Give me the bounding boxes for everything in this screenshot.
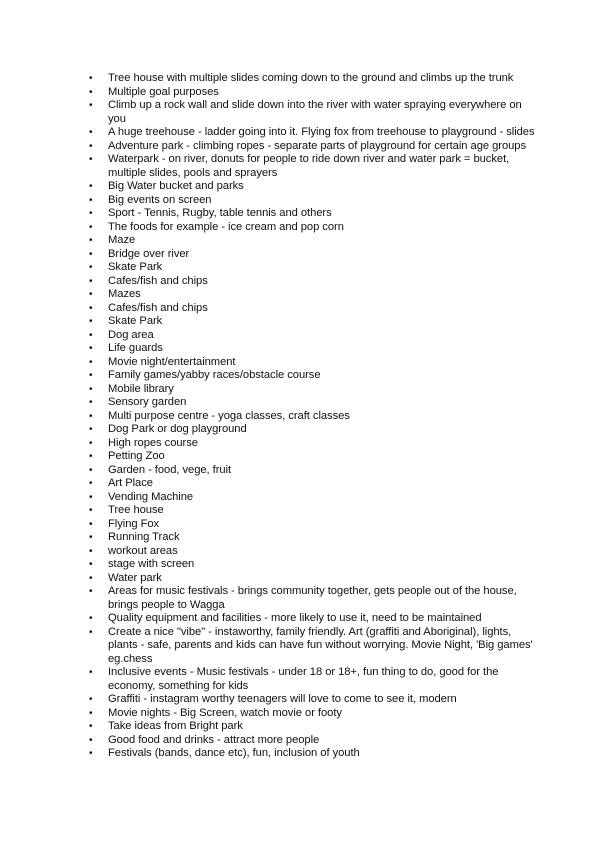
list-item-text: Art Place [108,477,153,489]
bullet-icon: • [89,518,93,530]
list-item-text: Dog area [108,328,154,341]
bullet-icon: • [89,667,93,678]
list-item-text: Petting Zoo [108,450,165,462]
list-item-text: Multi purpose centre - yoga classes, craft classes [108,409,350,422]
bullet-list [86,72,536,761]
list-item-text: Big Water bucket and parks [108,180,244,192]
bullet-icon: • [89,329,93,341]
list-item [86,558,536,572]
bullet-icon: • [89,505,93,516]
bullet-icon: • [89,383,93,395]
list-item-text: A huge treehouse - ladder going into it. Flying fox from treehouse to playground - slides [108,126,535,138]
bullet-icon: • [89,248,93,260]
list-item [86,153,536,180]
bullet-icon: • [89,478,93,489]
list-item [86,423,536,437]
list-item-text: Family games/yabby races/obstacle course [108,369,321,381]
list-item [86,140,536,154]
list-item [86,180,536,194]
list-item-text: Running Track [108,531,180,543]
list-item-text: Cafes/fish and chips [108,274,208,287]
bullet-icon: • [89,275,93,287]
list-item [86,747,536,761]
list-item [86,99,536,126]
bullet-icon: • [89,491,93,503]
bullet-icon: • [89,545,93,557]
list-item-text: Bridge over river [108,247,190,260]
bullet-icon: • [89,86,93,98]
bullet-icon: • [89,140,93,152]
list-item-text: Mazes [108,288,141,300]
bullet-icon: • [89,154,93,165]
list-item-text: Movie night/entertainment [108,355,236,368]
bullet-icon: • [89,343,93,354]
list-item-text: Quality equipment and facilities - more likely to use it, need to be maintained [108,612,482,624]
list-item-text: The foods for example - ice cream and pop corn [108,220,344,233]
list-item [86,261,536,275]
bullet-icon: • [89,451,93,462]
list-item [86,585,536,612]
list-item-text: Inclusive events - Music festivals - under 18 or 18+, fun thing to do, good for the economy, something for kids [108,666,499,692]
list-item-text: Life guards [108,342,163,354]
bullet-icon: • [89,613,93,624]
list-item-text: Festivals (bands, dance etc), fun, inclusion of youth [108,747,360,759]
list-item-text: Water park [108,571,162,584]
list-item [86,383,536,397]
list-item [86,410,536,424]
list-item [86,720,536,734]
list-item-text: Areas for music festivals - brings community together, gets people out of the house, brings people to Wagga [108,585,517,611]
bullet-icon: • [89,127,93,138]
list-item [86,572,536,586]
list-item-text: Climb up a rock wall and slide down into the river with water spraying everywhere on you [108,99,522,125]
list-item [86,194,536,208]
list-item [86,545,536,559]
bullet-icon: • [89,235,93,246]
list-item [86,464,536,478]
list-item [86,369,536,383]
list-item-text: Sport - Tennis, Rugby, table tennis and others [108,207,332,219]
bullet-icon: • [89,397,93,408]
bullet-icon: • [89,221,93,233]
list-item [86,477,536,491]
list-item-text: Tree house with multiple slides coming down to the ground and climbs up the trunk [108,72,514,84]
list-item-text: Dog Park or dog playground [108,423,247,435]
list-item-text: Graffiti - instagram worthy teenagers will love to come to see it, modern [108,693,457,705]
list-item [86,450,536,464]
bullet-icon: • [89,410,93,422]
list-item [86,86,536,100]
list-item-text: Garden - food, vege, fruit [108,463,232,476]
bullet-icon: • [89,316,93,327]
bullet-icon: • [89,532,93,543]
list-item [86,612,536,626]
list-item [86,396,536,410]
bullet-icon: • [89,370,93,381]
list-item [86,72,536,86]
list-item-text: Vending Machine [108,490,194,503]
bullet-icon: • [89,734,93,746]
list-item [86,248,536,262]
list-item-text: Tree house [108,504,164,516]
list-item [86,315,536,329]
list-item-text: Good food and drinks - attract more people [108,733,320,746]
bullet-icon: • [89,586,93,597]
list-item [86,207,536,221]
list-item [86,342,536,356]
list-item-text: Flying Fox [108,517,160,530]
list-item-text: Skate Park [108,261,163,273]
list-item-text: Cafes/fish and chips [108,301,208,314]
bullet-icon: • [89,721,93,732]
list-item [86,707,536,721]
list-item [86,626,536,667]
list-item [86,356,536,370]
list-item [86,504,536,518]
list-item [86,734,536,748]
list-item [86,126,536,140]
list-item-text: Sensory garden [108,396,187,408]
list-item [86,518,536,532]
list-item-text: workout areas [108,544,178,557]
bullet-icon: • [89,437,93,449]
bullet-icon: • [89,194,93,206]
list-item [86,302,536,316]
list-item [86,491,536,505]
bullet-icon: • [89,748,93,759]
list-item-text: High ropes course [108,436,198,449]
bullet-icon: • [89,181,93,192]
list-item-text: Take ideas from Bright park [108,720,243,732]
bullet-icon: • [89,289,93,300]
list-item-text: Waterpark - on river, donuts for people to ride down river and water park = bucket, multiple slides, pools and sprayers [108,153,510,179]
list-item-text: stage with screen [108,558,195,570]
bullet-icon: • [89,626,93,638]
bullet-icon: • [89,559,93,570]
list-item [86,288,536,302]
list-item-text: Skate Park [108,315,163,327]
list-item [86,693,536,707]
bullet-icon: • [89,694,93,705]
list-item [86,531,536,545]
bullet-icon: • [89,356,93,368]
bullet-icon: • [89,208,93,219]
list-item-text: Maze [108,234,136,246]
bullet-icon: • [89,262,93,273]
list-item [86,275,536,289]
list-item [86,666,536,693]
list-item [86,234,536,248]
bullet-icon: • [89,464,93,476]
bullet-icon: • [89,707,93,719]
bullet-icon: • [89,424,93,435]
bullet-icon: • [89,302,93,314]
list-item-text: Big events on screen [108,193,212,206]
list-item-text: Multiple goal purposes [108,85,219,98]
list-item [86,329,536,343]
list-item-text: Movie nights - Big Screen, watch movie or footy [108,706,342,719]
list-item [86,221,536,235]
bullet-icon: • [89,100,93,111]
list-item [86,437,536,451]
list-item-text: Adventure park - climbing ropes - separate parts of playground for certain age groups [108,139,526,152]
bullet-icon: • [89,572,93,584]
list-item-text: Create a nice "vibe" - instaworthy, family friendly. Art (graffiti and Aboriginal), lights, plants - safe, parents and kids can have fun without worrying. Movie Night, 'Big games' eg.chess [108,625,533,665]
list-item-text: Mobile library [108,382,174,395]
bullet-icon: • [89,73,93,84]
